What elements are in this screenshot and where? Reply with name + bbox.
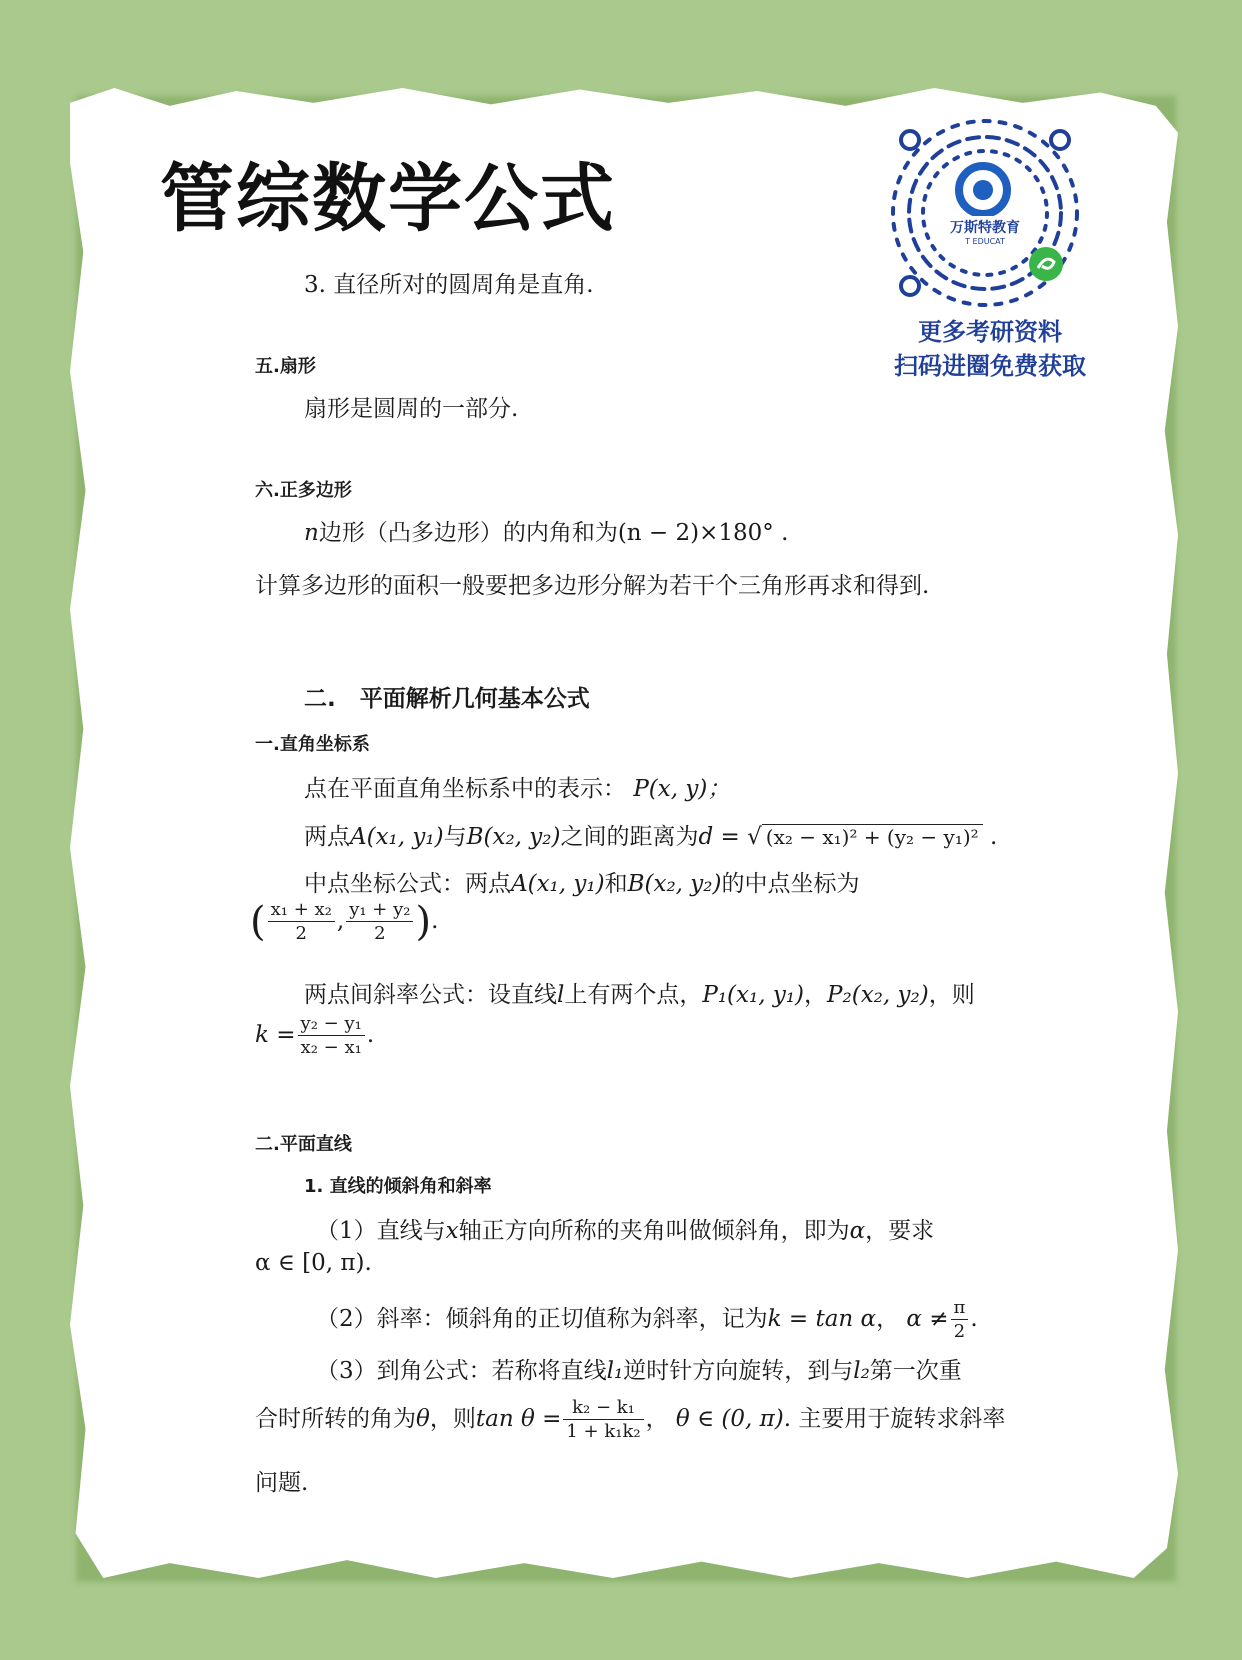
text-slope-definition: （2）斜率：倾斜角的正切值称为斜率，记为k = tan α， α ≠ $\frac{\pi}{2}$ . [316,1297,978,1343]
formula-inclination-range: α ∈ [0, π). [255,1250,372,1276]
page-title: 管综数学公式 [160,156,616,242]
qr-caption-1: 更多考研资料 [918,318,1062,346]
formula-point: P(x, y)； [633,776,731,802]
heading-line: 二.平面直线 [255,1134,352,1155]
formula-distance: (x₂ − x₁)² + (y₂ − y₁)² [762,824,983,849]
text-inclination: （1）直线与x轴正方向所称的夹角叫做倾斜角，即为α，要求 [316,1218,935,1244]
text-distance: 两点A(x₁, y₁)与B(x₂, y₂)之间的距离为d = √ (x₂ − x₁)² + (y₂ − y₁)² . [304,824,998,850]
text-point: 点在平面直角坐标系中的表示： P(x, y)； [304,776,731,802]
qr-brand-en: T EDUCAT [965,237,1005,246]
section-title: 二. 平面解析几何基本公式 [304,686,590,712]
heading-sector: 五.扇形 [255,356,316,377]
heading-polygon: 六.正多边形 [255,480,352,501]
text-diameter-angle: 3. 直径所对的圆周角是直角. [304,272,594,298]
text-rotation-end: 问题. [255,1470,309,1496]
text-polygon-area: 计算多边形的面积一般要把多边形分解为若干个三角形再求和得到. [255,573,930,599]
formula-interior-angle: (n − 2)×180° [617,520,774,546]
formula-slope: k = $\frac{\text{y₂ − y₁}}{\text{x₂ − x₁}}$ . [255,1013,375,1059]
qr-caption-2: 扫码进圈免费获取 [894,352,1086,380]
qr-brand: 万斯特教育 [950,220,1020,236]
text-rotation: （3）到角公式：若称将直线l₁逆时针方向旋转，到与l₂第一次重 [316,1358,962,1384]
heading-coordinate: 一.直角坐标系 [255,734,370,755]
text-rotation-formula: 合时所转的角为θ，则tan θ = $\frac{\text{k₂ − k₁}}{\text{1 + k₁k₂}}$ ， θ ∈ (0, π). 主要用于旋转求斜率 [255,1397,1006,1443]
text-midpoint: 中点坐标公式：两点A(x₁, y₁)和B(x₂, y₂)的中点坐标为 [304,871,860,897]
text-sector: 扇形是圆周的一部分. [304,396,519,422]
formula-midpoint: ( $\frac{\text{x₁ + x₂}}{2}$ , $\frac{\text{y₁ + y₂}}{2}$ ). [250,898,439,945]
text-polygon-angle: n边形（凸多边形）的内角和为(n − 2)×180° . [304,520,789,546]
subheading-inclination: 1. 直线的倾斜角和斜率 [304,1176,492,1197]
qr-code[interactable] [880,108,1090,318]
text-slope: 两点间斜率公式：设直线l上有两个点，P₁(x₁, y₁)，P₂(x₂, y₂)，则 [304,982,975,1008]
